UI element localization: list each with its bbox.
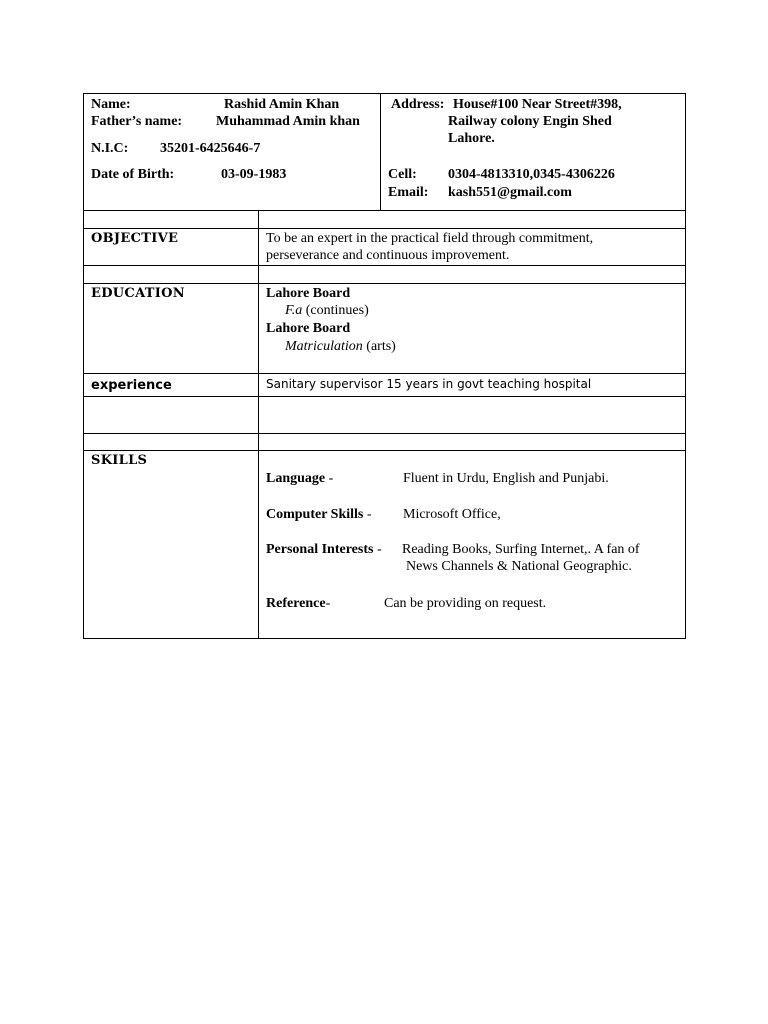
name-value: Rashid Amin Khan [224,97,340,112]
dob-label: Date of Birth: [91,167,175,182]
education-board-2: Lahore Board [266,321,351,336]
personal-interests-line-2: News Channels & National Geographic. [406,559,632,574]
skills-label: SKILLS [91,453,148,468]
cell-value: 0304-4813310,0345-4306226 [448,167,615,182]
reference-value: Can be providing on request. [384,596,547,611]
experience-label: experience [91,378,172,393]
personal-interests-line-1: Reading Books, Surfing Internet,. A fan of [402,542,640,557]
address-line-1: House#100 Near Street#398, [453,97,622,112]
father-name-label: Father’s name: [91,114,183,129]
email-value: kash551@gmail.com [448,185,572,200]
education-degree-2-name: Matriculation [285,339,363,354]
education-degree-2-note: (arts) [366,339,396,354]
education-label: EDUCATION [91,286,185,301]
objective-line-2: perseverance and continuous improvement. [266,248,510,263]
nic-label: N.I.C: [91,141,129,156]
objective-label: OBJECTIVE [91,231,179,246]
cell-label: Cell: [388,167,417,182]
personal-interests-separator: - [373,542,382,557]
objective-line-1: To be an expert in the practical field through commitment, [266,231,594,246]
reference-separator: - [325,596,331,611]
email-label: Email: [388,185,429,200]
computer-skills-value: Microsoft Office, [403,507,501,522]
nic-value: 35201-6425646-7 [160,141,261,156]
education-degree-2 [285,338,396,356]
language-value: Fluent in Urdu, English and Punjabi. [403,471,609,486]
name-label: Name: [91,97,131,112]
language-separator: - [325,471,334,486]
computer-skill [266,506,372,524]
reference-label: Reference [266,596,326,611]
computer-skills-separator: - [363,507,372,522]
education-degree-1-note: (continues) [305,303,369,318]
address-line-3: Lahore. [448,131,495,146]
reference [266,595,330,613]
education-board-1: Lahore Board [266,286,351,301]
education-degree-1 [285,302,369,320]
personal-interests [266,541,382,559]
experience-text: Sanitary supervisor 15 years in govt teaching hospital [266,377,592,391]
language-label: Language [266,471,326,486]
address-line-2: Railway colony Engin Shed [448,114,612,129]
personal-interests-label: Personal Interests [266,542,374,557]
dob-value: 03-09-1983 [221,167,287,182]
address-label: Address: [391,97,445,112]
father-name-value: Muhammad Amin khan [216,114,360,129]
language-skill [266,470,333,488]
education-degree-1-name: F.a [285,303,303,318]
computer-skills-label: Computer Skills [266,507,364,522]
